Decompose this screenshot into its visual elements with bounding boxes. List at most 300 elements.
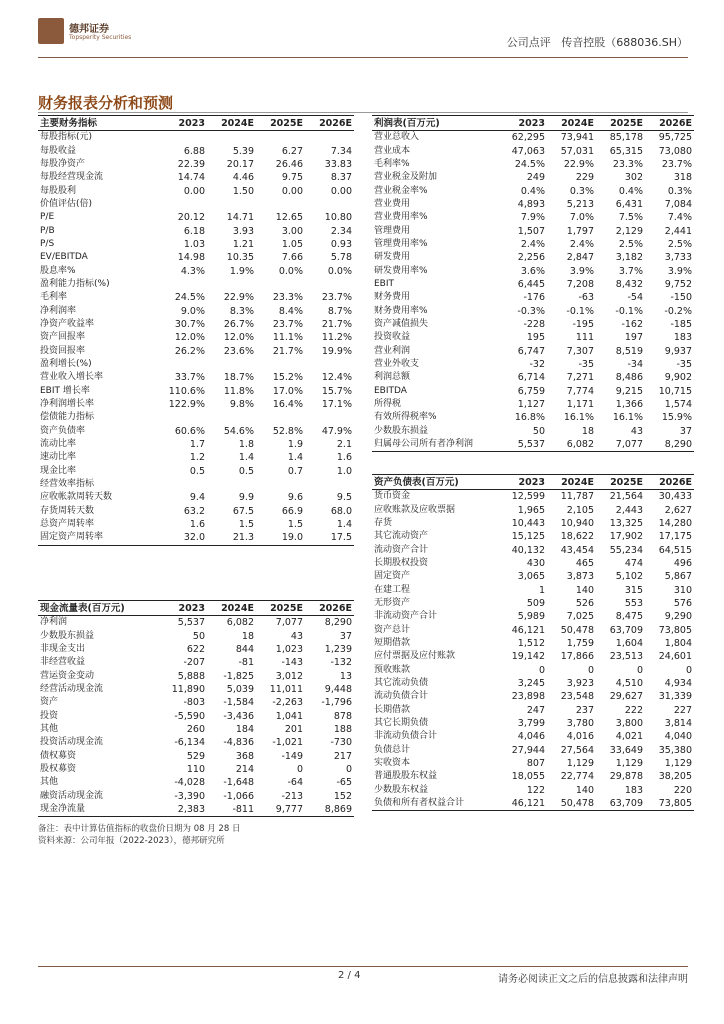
cell-value: 11.8% [223, 385, 254, 397]
row-label: 每股经营现金流 [40, 172, 104, 183]
table-row [372, 623, 694, 636]
cell-value: -730 [330, 737, 352, 749]
cell-value: 23.7% [661, 158, 692, 170]
cell-value: 0 [538, 664, 545, 676]
cell-value: 23,548 [560, 691, 594, 703]
cell-value: 2,129 [615, 225, 643, 237]
table-title: 现金流量表(百万元) [38, 601, 158, 616]
cell-value: 15,125 [511, 531, 545, 543]
cell-value: 2,256 [517, 252, 545, 264]
cell-value: 8,290 [645, 438, 694, 452]
row-label: 资产减值损失 [374, 318, 429, 329]
cell-value: -1,066 [223, 790, 254, 802]
table-row [38, 465, 354, 478]
cell-value: 5,039 [226, 683, 254, 695]
cell-value: 1,366 [615, 399, 643, 411]
cell-value: 21,564 [609, 491, 643, 503]
table-row [38, 144, 354, 157]
cell-value: 12,599 [511, 491, 545, 503]
cell-value: 3,923 [566, 677, 594, 689]
cell-value: 260 [186, 723, 205, 735]
cell-value: 140 [575, 584, 594, 596]
cell-value: 9.5 [336, 492, 352, 504]
table-row [372, 757, 694, 770]
column-header: 2026E [645, 116, 694, 131]
row-label: 价值评估(倍) [40, 198, 93, 209]
row-label: 实收资本 [374, 758, 411, 769]
table-title: 主要财务指标 [38, 116, 158, 131]
cell-value: 0 [345, 763, 352, 775]
table-title: 资产负债表(百万元) [372, 475, 498, 490]
cell-value: -803 [183, 697, 205, 709]
cell-value [305, 478, 354, 491]
cell-value: 1.9% [229, 265, 254, 277]
cell-value: 19.9% [321, 345, 352, 357]
row-label: 其他 [40, 777, 59, 788]
cell-value: 526 [575, 597, 594, 609]
table-row [38, 736, 354, 749]
row-label: EBIT [374, 278, 395, 289]
table-row [372, 663, 694, 676]
cell-value: 15.9% [661, 412, 692, 424]
cell-value: -1,796 [321, 697, 352, 709]
column-header: 2026E [645, 475, 694, 490]
row-label: 应付票据及应付账款 [374, 651, 456, 662]
cell-value: 57,031 [560, 145, 594, 157]
cell-value: 0.00 [183, 185, 205, 197]
table-row [372, 503, 694, 516]
table-row [372, 677, 694, 690]
row-label: 速动比率 [40, 452, 77, 463]
table-row [38, 643, 354, 656]
table-row [38, 385, 354, 398]
row-label: 有效所得税率% [374, 412, 437, 423]
row-label: 投资收益 [374, 332, 411, 343]
cell-value: 0 [587, 664, 594, 676]
cell-value: 227 [673, 704, 692, 716]
cell-value: 6,747 [517, 345, 545, 357]
table-header-row [38, 601, 354, 616]
cell-value: 7.0% [569, 212, 594, 224]
cell-value: 7,271 [566, 372, 594, 384]
table-row [372, 690, 694, 703]
cell-value: 3,800 [615, 718, 643, 730]
cell-value: 220 [673, 784, 692, 796]
column-header: 2024E [207, 601, 256, 616]
table-row [372, 371, 694, 384]
cell-value: 1,507 [517, 225, 545, 237]
cell-value: 1,171 [566, 399, 594, 411]
row-label: 固定资产周转率 [38, 531, 158, 545]
cell-value: 22.39 [177, 158, 205, 170]
cell-value: 43 [630, 425, 643, 437]
cell-value: 64,515 [658, 544, 692, 556]
table-row [38, 478, 354, 491]
cell-value: 1,023 [275, 643, 303, 655]
cell-value: 73,805 [658, 624, 692, 636]
cell-value: 0.4% [520, 185, 545, 197]
column-header: 2023 [158, 116, 207, 131]
cell-value: 7,025 [566, 611, 594, 623]
row-label: 营业成本 [374, 145, 411, 156]
table-row [38, 291, 354, 304]
table-row [372, 597, 694, 610]
table-row [372, 583, 694, 596]
cell-value: 576 [673, 597, 692, 609]
cell-value: 52.8% [272, 425, 303, 437]
table-row [38, 656, 354, 669]
cell-value: 310 [673, 584, 692, 596]
row-label: 归属母公司所有者净利润 [372, 438, 498, 452]
title-divider [38, 112, 688, 113]
table-row [38, 131, 354, 145]
table-row [38, 345, 354, 358]
row-label: 每股净资产 [40, 158, 86, 169]
cell-value: 9.75 [281, 172, 303, 184]
table-row [38, 789, 354, 802]
row-label: 营业总收入 [374, 132, 420, 143]
cell-value: 1.4 [287, 452, 303, 464]
cell-value: 16.8% [514, 412, 545, 424]
cell-value: 1.0 [336, 465, 352, 477]
table-row [372, 251, 694, 264]
cell-value: 3.7% [618, 265, 643, 277]
cell-value: 29,627 [609, 691, 643, 703]
column-header: 2025E [596, 475, 645, 490]
cell-value: 0.4% [618, 185, 643, 197]
table-row [372, 530, 694, 543]
cell-value: 0.00 [281, 185, 303, 197]
cell-value [207, 358, 256, 371]
table-row [372, 650, 694, 663]
cell-value: 73,080 [658, 145, 692, 157]
table-row [372, 304, 694, 317]
cell-value: 9,777 [256, 803, 305, 817]
cell-value: 60.6% [174, 425, 205, 437]
cell-value: 1,797 [566, 225, 594, 237]
cell-value: 2.5% [667, 238, 692, 250]
row-label: 固定资产 [374, 571, 411, 582]
table-row [372, 238, 694, 251]
main-indicators-table [38, 115, 354, 546]
cell-value: 2,105 [566, 504, 594, 516]
column-header: 2025E [596, 116, 645, 131]
cell-value: 26.2% [174, 345, 205, 357]
row-label: 总资产周转率 [40, 519, 95, 530]
row-label: 存货 [374, 517, 393, 528]
cell-value: -32 [529, 359, 545, 371]
row-label: 其它流动负债 [374, 677, 429, 688]
cell-value: 32.0 [158, 531, 207, 545]
cell-value: 18 [241, 630, 254, 642]
table-row [372, 211, 694, 224]
cell-value: 43 [290, 630, 303, 642]
cell-value: 55,234 [609, 544, 643, 556]
cell-value: 2.4% [569, 238, 594, 250]
cell-value: 8.4% [278, 305, 303, 317]
cell-value: 18,622 [560, 531, 594, 543]
cell-value: 14.71 [226, 212, 254, 224]
cell-value: 315 [624, 584, 643, 596]
cell-value: 33.7% [174, 372, 205, 384]
table-row [38, 425, 354, 438]
cell-value: 0.5 [189, 465, 205, 477]
cell-value: 0.0% [327, 265, 352, 277]
cell-value: 1,512 [517, 637, 545, 649]
cell-value: 95,725 [658, 132, 692, 144]
cell-value: 2,627 [664, 504, 692, 516]
table-row [38, 491, 354, 504]
row-label: 少数股东损益 [374, 425, 429, 436]
cell-value: 1.8 [238, 439, 254, 451]
cell-value [207, 131, 256, 145]
cell-value: -6,134 [174, 737, 205, 749]
cell-value: 14.74 [177, 172, 205, 184]
table-row [372, 198, 694, 211]
row-label: 盈利能力指标(%) [40, 278, 110, 289]
cell-value: 33,649 [609, 744, 643, 756]
table-row [372, 490, 694, 504]
row-label: 每股收益 [40, 145, 77, 156]
cell-value: 1.4 [238, 452, 254, 464]
cell-value: 23.7% [321, 292, 352, 304]
cell-value: 2.5% [618, 238, 643, 250]
row-label: 营业费用 [374, 198, 411, 209]
cell-value: 7.4% [667, 212, 692, 224]
cell-value [158, 411, 207, 424]
row-label: 研发费用 [374, 252, 411, 263]
cell-value: 9,937 [664, 345, 692, 357]
footer-divider [38, 966, 688, 967]
cell-value: -5,590 [174, 710, 205, 722]
row-label: 其他 [40, 723, 59, 734]
table-header-row [372, 116, 694, 131]
cell-value: 183 [624, 784, 643, 796]
cell-value: 4,040 [664, 731, 692, 743]
cell-value: 85,178 [609, 132, 643, 144]
table-row [372, 797, 694, 811]
cell-value: -3,390 [174, 790, 205, 802]
page-number: 2 / 4 [338, 970, 361, 981]
cell-value: 9,902 [664, 372, 692, 384]
table-row [38, 669, 354, 682]
row-label: 财务费用率% [374, 305, 428, 316]
cell-value: 1,574 [664, 399, 692, 411]
cell-value: 4,021 [615, 731, 643, 743]
row-label: 净利润率 [40, 305, 77, 316]
cell-value: 5.78 [330, 252, 352, 264]
row-label: 债权募资 [40, 750, 77, 761]
row-label: 偿债能力指标 [40, 412, 95, 423]
cell-value: 26.46 [275, 158, 303, 170]
row-label: 股权募资 [40, 763, 77, 774]
cell-value: 54.6% [223, 425, 254, 437]
cell-value: 110 [186, 763, 205, 775]
cell-value: 12.0% [223, 332, 254, 344]
cell-value: 4,510 [615, 677, 643, 689]
cell-value: 368 [235, 750, 254, 762]
cell-value: 1.6 [189, 519, 205, 531]
cell-value: 509 [526, 597, 545, 609]
cell-value: 21.3 [207, 531, 256, 545]
cell-value: 18 [581, 425, 594, 437]
table-row [38, 198, 354, 211]
table-row [372, 784, 694, 797]
row-label: 投资活动现金流 [40, 737, 104, 748]
row-label: 存货周转天数 [40, 505, 95, 516]
table-row [38, 211, 354, 224]
row-label: 长期借款 [374, 704, 411, 715]
row-label: 财务费用 [374, 292, 411, 303]
row-label: 负债总计 [374, 744, 411, 755]
row-label: 营业收入增长率 [40, 372, 104, 383]
cell-value: 73,805 [645, 797, 694, 811]
cell-value: 1,965 [517, 504, 545, 516]
cell-value: 73,941 [560, 132, 594, 144]
cell-value: 6.18 [183, 225, 205, 237]
table-row [38, 438, 354, 451]
cell-value: -65 [336, 777, 352, 789]
cell-value: -35 [676, 359, 692, 371]
disclaimer: 请务必阅读正文之后的信息披露和法律声明 [498, 974, 688, 985]
section-title: 财务报表分析和预测 [38, 94, 174, 112]
cell-value [158, 278, 207, 291]
cell-value [207, 478, 256, 491]
cell-value: 9.0% [180, 305, 205, 317]
cell-value: 1.03 [183, 238, 205, 250]
cell-value: -149 [281, 750, 303, 762]
cell-value [207, 198, 256, 211]
row-label: P/B [40, 225, 55, 236]
cell-value: 26.7% [223, 318, 254, 330]
table-row [372, 358, 694, 371]
row-label: 应收账款及应收票据 [374, 504, 456, 515]
cell-value: 12.0% [174, 332, 205, 344]
row-label: 利润总额 [374, 372, 411, 383]
cell-value: 122 [526, 784, 545, 796]
cell-value: 197 [624, 332, 643, 344]
row-label: 少数股东损益 [40, 630, 95, 641]
cell-value: 13,325 [609, 517, 643, 529]
cell-value: 10,443 [511, 517, 545, 529]
table-row [38, 398, 354, 411]
cell-value: 3,065 [517, 571, 545, 583]
cell-value: 15.2% [272, 372, 303, 384]
row-label: 毛利率 [40, 292, 68, 303]
cell-value: 63,709 [609, 624, 643, 636]
cell-value: 65,315 [609, 145, 643, 157]
cell-value: 7.66 [281, 252, 303, 264]
row-label: 营业税金率% [374, 185, 428, 196]
cell-value: 222 [624, 704, 643, 716]
note-valuation-date: 备注：表中计算估值指标的收盘价日期为 08 月 28 日 [38, 824, 241, 834]
cell-value: 22.9% [563, 158, 594, 170]
row-label: 净利润 [40, 617, 68, 628]
cell-value: -176 [523, 292, 545, 304]
row-label: 应收帐款周转天数 [40, 492, 113, 503]
column-header: 2026E [305, 601, 354, 616]
cell-value: 3.93 [232, 225, 254, 237]
row-label: 资产 [40, 697, 59, 708]
table-row [38, 709, 354, 722]
cell-value: 217 [333, 750, 352, 762]
row-label: 营业外收支 [374, 359, 420, 370]
cell-value: 110.6% [168, 385, 205, 397]
cell-value: 1.6 [336, 452, 352, 464]
table-row [372, 570, 694, 583]
row-label: 营业利润 [374, 345, 411, 356]
cell-value: 6,082 [226, 617, 254, 629]
row-label: 股息率% [40, 265, 76, 276]
cell-value: 7.5% [618, 212, 643, 224]
cell-value: 7,307 [566, 345, 594, 357]
cell-value: -0.3% [517, 305, 545, 317]
cell-value: -150 [670, 292, 692, 304]
row-label: 流动负债合计 [374, 691, 429, 702]
cell-value: 3.9% [569, 265, 594, 277]
table-row [38, 411, 354, 424]
cell-value: 3,012 [275, 670, 303, 682]
cell-value: 4,016 [566, 731, 594, 743]
cell-value: 46,121 [511, 624, 545, 636]
cell-value: 38,205 [658, 771, 692, 783]
table-row [372, 398, 694, 411]
row-label: 管理费用 [374, 225, 411, 236]
cell-value: 15.7% [321, 385, 352, 397]
cell-value: -3,436 [223, 710, 254, 722]
cell-value: 17,902 [609, 531, 643, 543]
cell-value: 24,601 [658, 651, 692, 663]
cell-value: 31,339 [658, 691, 692, 703]
cell-value: 6,714 [517, 372, 545, 384]
cell-value: 878 [333, 710, 352, 722]
cell-value: 3.6% [520, 265, 545, 277]
cell-value: -162 [621, 318, 643, 330]
cell-value: 50 [532, 425, 545, 437]
cell-value: 23.7% [272, 318, 303, 330]
column-header: 2024E [207, 116, 256, 131]
row-label: 所得税 [374, 399, 402, 410]
cell-value: 188 [333, 723, 352, 735]
cell-value: 9,448 [324, 683, 352, 695]
cell-value: -64 [287, 777, 303, 789]
cell-value: 37 [679, 425, 692, 437]
cell-value: 622 [186, 643, 205, 655]
cell-value: 807 [526, 758, 545, 770]
cell-value: -54 [627, 292, 643, 304]
row-label: 在建工程 [374, 584, 411, 595]
cell-value: 1,759 [566, 637, 594, 649]
cell-value: 3.9% [667, 265, 692, 277]
cell-value: 7,077 [275, 617, 303, 629]
cell-value: 10.35 [226, 252, 254, 264]
cell-value: 2,383 [158, 803, 207, 817]
table-row [38, 505, 354, 518]
row-label: 无形资产 [374, 597, 411, 608]
table-row [372, 770, 694, 783]
cell-value: 1,804 [664, 637, 692, 649]
cell-value: 0 [685, 664, 692, 676]
table-row [38, 264, 354, 277]
cell-value: 1.7 [189, 439, 205, 451]
row-label: 非流动负债合计 [374, 731, 438, 742]
cell-value: 17.5 [305, 531, 354, 545]
cell-value: -1,584 [223, 697, 254, 709]
cell-value: 249 [526, 172, 545, 184]
cell-value: 43,454 [560, 544, 594, 556]
table-row [372, 278, 694, 291]
cell-value: 17.1% [321, 399, 352, 411]
